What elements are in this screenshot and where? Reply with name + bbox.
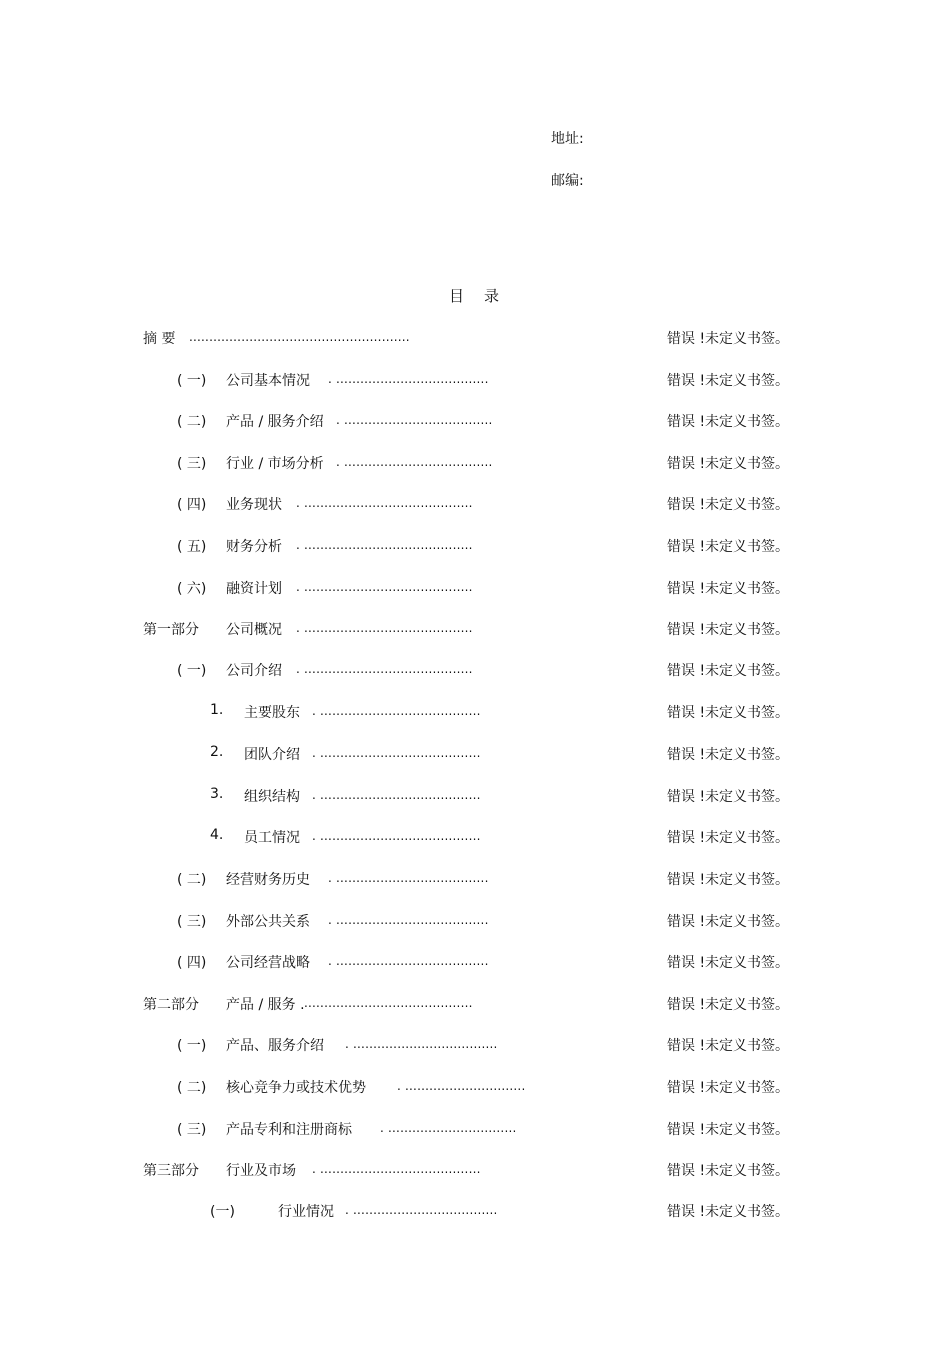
toc-entry-page-ref: 错误 !未定义书签。 bbox=[667, 1204, 790, 1220]
toc-entry-number: ( 二) bbox=[177, 414, 207, 430]
toc-entry-number: ( 一) bbox=[177, 663, 207, 679]
toc-entry-page-ref: 错误 !未定义书签。 bbox=[667, 456, 790, 472]
toc-entry-leader-dots: . .......................................... bbox=[296, 538, 473, 552]
toc-entry-number: ( 六) bbox=[177, 581, 207, 597]
toc-entry-page-ref: 错误 !未定义书签。 bbox=[667, 705, 790, 721]
toc-entry-label: 主要股东 bbox=[244, 705, 300, 721]
toc-entry-number: 4. bbox=[210, 827, 224, 843]
toc-entry[interactable] bbox=[0, 1160, 950, 1182]
toc-entry-leader-dots: . ...................................... bbox=[328, 954, 489, 968]
toc-entry[interactable] bbox=[0, 952, 950, 974]
toc-entry-page-ref: 错误 !未定义书签。 bbox=[667, 872, 790, 888]
toc-entry-number: 摘 要 bbox=[143, 331, 176, 347]
toc-entry-number: 2. bbox=[210, 744, 224, 760]
toc-entry-leader-dots: . .............................. bbox=[397, 1079, 526, 1093]
toc-entry-page-ref: 错误 !未定义书签。 bbox=[667, 622, 790, 638]
toc-entry-page-ref: 错误 !未定义书签。 bbox=[667, 581, 790, 597]
toc-entry-number: ( 四) bbox=[177, 955, 207, 971]
toc-entry-page-ref: 错误 !未定义书签。 bbox=[667, 663, 790, 679]
toc-entry-page-ref: 错误 !未定义书签。 bbox=[667, 1163, 790, 1179]
toc-entry-label: 产品 / 服务 . bbox=[226, 997, 305, 1013]
toc-entry-page-ref: 错误 !未定义书签。 bbox=[667, 789, 790, 805]
toc-title-part1: 目 bbox=[448, 287, 466, 305]
toc-title bbox=[0, 285, 950, 306]
toc-entry-number: ( 二) bbox=[177, 1080, 207, 1096]
toc-entry-number: 第二部分 bbox=[143, 997, 199, 1013]
toc-entry-leader-dots: . ........................................ bbox=[312, 829, 481, 843]
toc-entry-page-ref: 错误 !未定义书签。 bbox=[667, 1080, 790, 1096]
toc-entry-page-ref: 错误 !未定义书签。 bbox=[667, 414, 790, 430]
toc-entry[interactable] bbox=[0, 536, 950, 558]
toc-entry-leader-dots: . .......................................... bbox=[296, 621, 473, 635]
address-label: 地址: bbox=[551, 131, 584, 147]
toc-entry[interactable] bbox=[0, 578, 950, 600]
toc-entry-page-ref: 错误 !未定义书签。 bbox=[667, 997, 790, 1013]
toc-entry-number: ( 三) bbox=[177, 456, 207, 472]
toc-entry-leader-dots: . ........................................ bbox=[312, 746, 481, 760]
toc-entry[interactable] bbox=[0, 1201, 950, 1223]
toc-entry[interactable] bbox=[0, 786, 950, 808]
toc-entry-number: ( 三) bbox=[177, 1122, 207, 1138]
toc-entry-leader-dots: . ..................................... bbox=[336, 455, 493, 469]
toc-entry-number: ( 五) bbox=[177, 539, 207, 555]
toc-entry-label: 公司介绍 bbox=[226, 663, 282, 679]
toc-entry-leader-dots: . ...................................... bbox=[328, 913, 489, 927]
toc-entry-page-ref: 错误 !未定义书签。 bbox=[667, 331, 790, 347]
toc-entry-label: 组织结构 bbox=[244, 789, 300, 805]
toc-entry-leader-dots: . ..................................... bbox=[336, 413, 493, 427]
toc-entry-label: 核心竞争力或技术优势 bbox=[226, 1080, 366, 1096]
toc-entry-leader-dots: . .......................................... bbox=[296, 580, 473, 594]
toc-entry-page-ref: 错误 !未定义书签。 bbox=[667, 1038, 790, 1054]
toc-title-part2: 录 bbox=[484, 287, 502, 305]
toc-entry-number: ( 四) bbox=[177, 497, 207, 513]
postcode-label: 邮编: bbox=[551, 173, 584, 189]
toc-entry-number: 3. bbox=[210, 786, 224, 802]
toc-entry-leader-dots: . .................................... bbox=[345, 1203, 498, 1217]
toc-entry-page-ref: 错误 !未定义书签。 bbox=[667, 830, 790, 846]
toc-entry-number: ( 一) bbox=[177, 1038, 207, 1054]
toc-entry[interactable] bbox=[0, 619, 950, 641]
toc-entry-label: 公司概况 bbox=[226, 622, 282, 638]
toc-entry-label: 财务分析 bbox=[226, 539, 282, 555]
toc-entry-leader-dots: . ...................................... bbox=[328, 372, 489, 386]
toc-entry-number: 第三部分 bbox=[143, 1163, 199, 1179]
toc-entry-leader-dots: . ................................ bbox=[380, 1121, 517, 1135]
toc-entry-label: 团队介绍 bbox=[244, 747, 300, 763]
toc-entry-label: 员工情况 bbox=[244, 830, 300, 846]
toc-entry-leader-dots: .......................................... bbox=[304, 996, 473, 1010]
toc-entry[interactable] bbox=[0, 370, 950, 392]
toc-entry-label: 外部公共关系 bbox=[226, 914, 310, 930]
toc-entry-label: 融资计划 bbox=[226, 581, 282, 597]
toc-entry[interactable] bbox=[0, 494, 950, 516]
toc-entry-label: 产品、服务介绍 bbox=[226, 1038, 324, 1054]
toc-entry-leader-dots: . ...................................... bbox=[328, 871, 489, 885]
toc-entry-label: 行业及市场 bbox=[226, 1163, 296, 1179]
toc-entry[interactable] bbox=[0, 869, 950, 891]
toc-entry-page-ref: 错误 !未定义书签。 bbox=[667, 539, 790, 555]
toc-entry-label: 业务现状 bbox=[226, 497, 282, 513]
toc-entry-number: (一) bbox=[210, 1204, 235, 1220]
toc-entry-leader-dots: . ........................................ bbox=[312, 788, 481, 802]
toc-entry-page-ref: 错误 !未定义书签。 bbox=[667, 1122, 790, 1138]
toc-entry-number: ( 三) bbox=[177, 914, 207, 930]
toc-entry[interactable] bbox=[0, 453, 950, 475]
toc-entry[interactable] bbox=[0, 660, 950, 682]
toc-entry-leader-dots: . ........................................ bbox=[312, 1162, 481, 1176]
toc-entry[interactable] bbox=[0, 1035, 950, 1057]
toc-entry[interactable] bbox=[0, 1119, 950, 1141]
toc-entry[interactable] bbox=[0, 744, 950, 766]
toc-entry-label: 产品 / 服务介绍 bbox=[226, 414, 324, 430]
toc-entry[interactable] bbox=[0, 702, 950, 724]
toc-entry[interactable] bbox=[0, 411, 950, 433]
toc-entry-number: 第一部分 bbox=[143, 622, 199, 638]
toc-entry-label: 经营财务历史 bbox=[226, 872, 310, 888]
toc-entry-number: ( 二) bbox=[177, 872, 207, 888]
toc-entry-page-ref: 错误 !未定义书签。 bbox=[667, 955, 790, 971]
toc-entry-label: 公司经营战略 bbox=[226, 955, 310, 971]
toc-entry-leader-dots: ....................................................... bbox=[189, 330, 410, 344]
toc-entry-number: 1. bbox=[210, 702, 224, 718]
toc-entry[interactable] bbox=[0, 911, 950, 933]
toc-entry-page-ref: 错误 !未定义书签。 bbox=[667, 747, 790, 763]
toc-entry-leader-dots: . .......................................... bbox=[296, 496, 473, 510]
toc-entry[interactable] bbox=[0, 994, 950, 1016]
toc-entry[interactable] bbox=[0, 328, 950, 350]
toc-entry-label: 产品专利和注册商标 bbox=[226, 1122, 352, 1138]
toc-entry-leader-dots: . .................................... bbox=[345, 1037, 498, 1051]
toc-entry-page-ref: 错误 !未定义书签。 bbox=[667, 373, 790, 389]
toc-entry-leader-dots: . .......................................... bbox=[296, 662, 473, 676]
toc-entry-number: ( 一) bbox=[177, 373, 207, 389]
toc-entry-label: 公司基本情况 bbox=[226, 373, 310, 389]
toc-entry-label: 行业 / 市场分析 bbox=[226, 456, 324, 472]
toc-entry-page-ref: 错误 !未定义书签。 bbox=[667, 914, 790, 930]
toc-entry-label: 行业情况 bbox=[278, 1204, 334, 1220]
toc-entry-page-ref: 错误 !未定义书签。 bbox=[667, 497, 790, 513]
toc-entry[interactable] bbox=[0, 827, 950, 849]
toc-entry[interactable] bbox=[0, 1077, 950, 1099]
toc-entry-leader-dots: . ........................................ bbox=[312, 704, 481, 718]
